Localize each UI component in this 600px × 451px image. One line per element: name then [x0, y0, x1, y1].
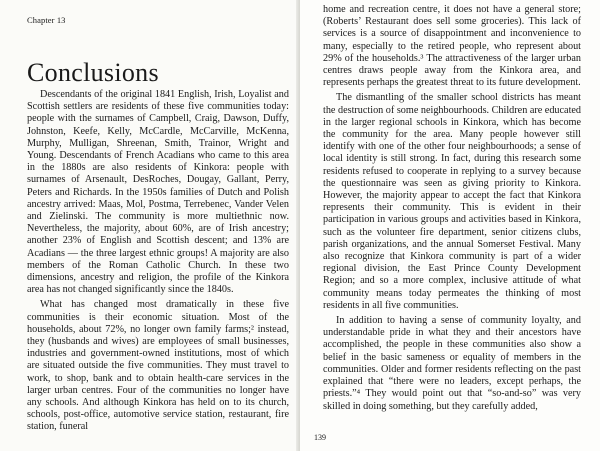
paragraph: home and recreation centre, it does not have a general store; (Roberts’ Restaurant does sell some groceries). This lack of services is a source of disappointment and inconvenience to many, especially to the retired people, who represent about 29% of the households.³ The attractiveness of the larger urban centres draws people away from the Kinkora area, and represents perhaps the greatest threat to its future development.	[323, 4, 581, 89]
page-number: 139	[314, 433, 326, 442]
left-text-column	[27, 89, 289, 434]
paragraph: In addition to having a sense of community loyalty, and understandable pride in what they and their ancestors have accomplished, the people in these communities also show a belief in the basic sameness or equality of members in the communities. Older and former residents reflecting on the past explained that “there were no leaders, except perhaps, the priests.”⁴ They would point out that “so-and-so” was very skilled in doing something, but they carefully added,	[323, 315, 581, 412]
right-text-column	[323, 4, 581, 413]
paragraph: Descendants of the original 1841 English, Irish, Loyalist and Scottish settlers are residents of these five communities today: people with the surnames of Campbell, Craig, Dawson, Duffy, Johnston, Keefe, Kelly, McCardle, McCarville, McKenna, Murphy, Mulligan, Shreenan, Smith, Trainor, Wright and Young. Descendants of French Acadians who came to this area in the 1880s are also residents of Kinkora: people with surnames of Arsenault, DesRoches, Dougay, Gallant, Perry, Peters and Richards. In the 1950s families of Dutch and Polish ancestry arrived: Maas, Mol, Postma, Terrebenec, Vander Velen and Zielinski. The community is more multiethnic now. Nevertheless, the majority, about 60%, are of Irish ancestry; another 23% of English and Scottish descent; and 13% are Acadians — the three largest ethnic groups! A majority are also members of the Roman Catholic Church. In these two dimensions, ancestry and religion, the profile of the Kinkora area has not changed significantly since the 1840s.	[27, 89, 289, 296]
paragraph: The dismantling of the smaller school districts has meant the destruction of some neighbourhoods. Children are educated in the larger regional schools in Kinkora, which has become the community for the area. Many people however still identify with one of the other four neighbourhoods; a sense of local identity is still strong. In fact, during this research some residents refused to cooperate in replying to a survey because the questionnaire was seen as giving priority to Kinkora. However, the majority appear to accept the fact that Kinkora represents their community. This is evident in their participation in various groups and activities based in Kinkora, such as the volunteer fire department, senior citizens clubs, parish organizations, and the annual Somerset Festival. Many also recognize that Kinkora community is part of a wider regional division, the East Prince County Development Region; and so a more complex, inclusive attitude of what community means today permeates the thinking of most residents in all five communities.	[323, 92, 582, 311]
paragraph: What has changed most dramatically in these five communities is their economic situation. Most of the households, about 72%, no longer own family farms;² instead, they (husbands and wives) are employees of small businesses, industries and government-owned institutions, most of which are situated outside the five communities. They must travel to work, to shop, bank and to obtain health-care services in the larger urban centres. Four of the communities no longer have any schools. And although Kinkora has held on to its church, schools, post-office, automotive service station, restaurant, fire station, funeral	[27, 299, 289, 433]
chapter-label: Chapter 13	[27, 15, 66, 25]
chapter-title: Conclusions	[27, 58, 159, 87]
